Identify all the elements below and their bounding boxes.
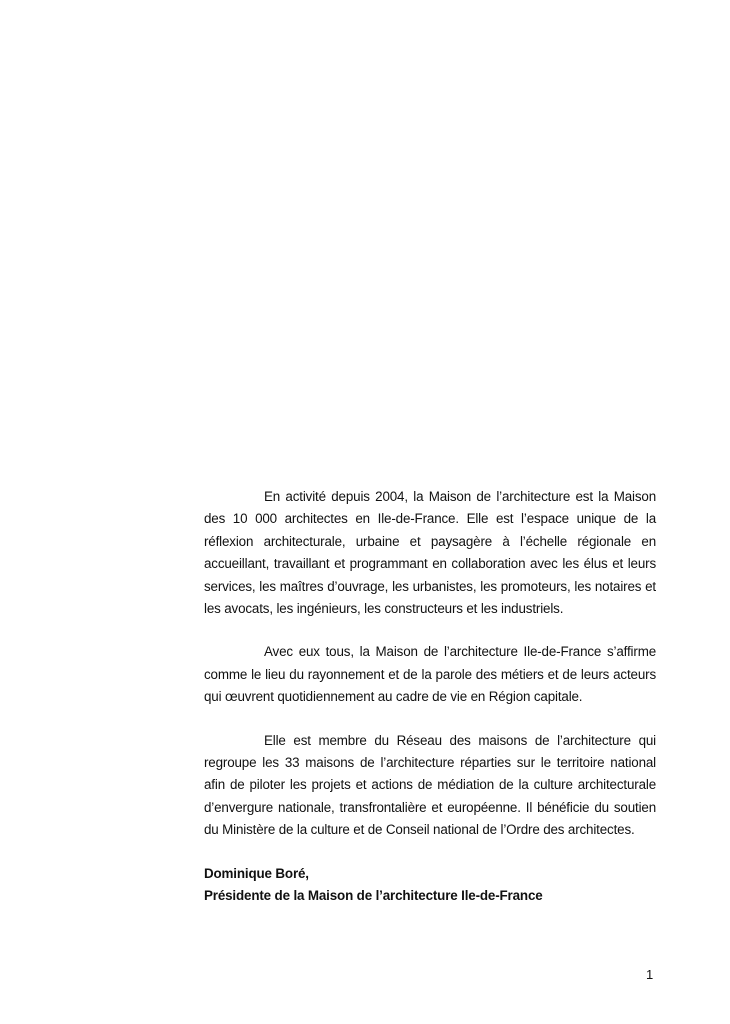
paragraph-partners: Avec eux tous, la Maison de l’architecture Ile-de-France s’affirme comme le lieu du rayonnement et de la parole des métiers et de leurs acteurs qui œuvrent quotidiennement au cadre de vie en Région capitale.: [204, 644, 656, 705]
signature-title: Présidente de la Maison de l’architecture Ile-de-France: [204, 888, 543, 904]
signature-name: Dominique Boré,: [204, 865, 309, 881]
paragraph-intro: En activité depuis 2004, la Maison de l’architecture est la Maison des 10 000 architectes en Ile-de-France. Elle est l’espace unique de la réflexion architecturale, urbaine et paysagère à l’échelle régionale en accueillant, travaillant et programmant en collaboration avec les élus et leurs services, les maîtres d’ouvrage, les urbanistes, les promoteurs, les notaires et les avocats, les ingénieurs, les constructeurs et les industriels.: [204, 489, 656, 617]
page-number: 1: [646, 967, 654, 982]
signature-block: [204, 863, 656, 908]
paragraph-network: Elle est membre du Réseau des maisons de l’architecture qui regroupe les 33 maisons de l’architecture réparties sur le territoire national afin de piloter les projets et actions de médiation de la culture architecturale d’envergure nationale, transfrontalière et européenne. Il bénéficie du soutien du Ministère de la culture et de Conseil national de l’Ordre des architectes.: [204, 732, 656, 838]
document-body: [204, 486, 656, 908]
